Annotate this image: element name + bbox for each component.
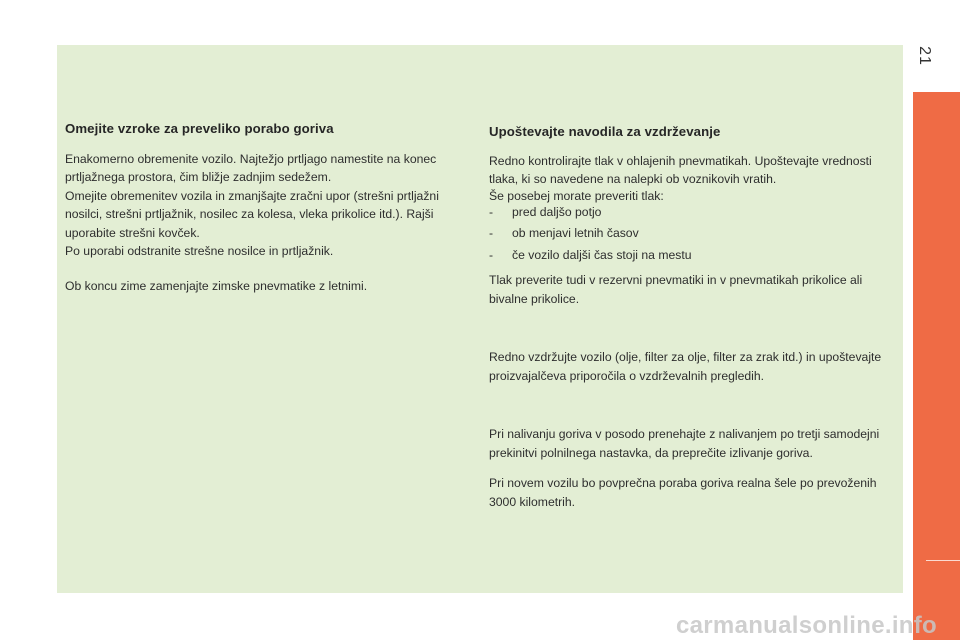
left-column [65,120,470,295]
left-paragraph-3: Po uporabi odstranite strešne nosilce in prtljažnik. [65,244,334,258]
left-paragraph-4: Ob koncu zime zamenjajte zimske pnevmatike z letnimi. [65,278,368,293]
list-item: - če vozilo daljši čas stoji na mestu [489,247,692,262]
right-column [489,120,899,511]
right-paragraph-1: Redno kontrolirajte tlak v ohlajenih pnevmatikah. Upoštevajte vrednosti tlaka, ki so navedene na nalepki ob voznikovih vratih. [489,153,872,186]
right-paragraph-3: Tlak preverite tudi v rezervni pnevmatiki in v pnevmatikah prikolice ali bivalne prikolice. [489,273,863,306]
right-heading: Upoštevajte navodila za vzdrževanje [489,124,721,139]
list-item: - pred daljšo potjo [489,204,602,219]
page-number: 21 [916,46,933,66]
left-paragraph-1: Enakomerno obremenite vozilo. Najtežjo prtljago namestite na konec prtljažnega prostora, čim bližje zadnjim sedežem. [65,151,437,184]
check-list [489,203,899,265]
right-paragraph-5: Pri nalivanju goriva v posodo prenehajte z nalivanjem po tretji samodejni prekinitvi polnilnega nastavka, da preprečite izlivanje goriva. [489,427,880,460]
tab-divider [926,560,960,561]
chapter-tab [913,92,960,640]
right-paragraph-4: Redno vzdržujte vozilo (olje, filter za olje, filter za zrak itd.) in upoštevajte proizvajalčeva priporočila o vzdrževalnih pregledih. [489,350,882,383]
left-heading: Omejite vzroke za preveliko porabo goriva [65,121,334,136]
watermark: carmanualsonline.info [676,612,938,639]
right-paragraph-6: Pri novem vozilu bo povprečna poraba goriva realna šele po prevoženih 3000 kilometrih. [489,476,877,509]
list-item: - ob menjavi letnih časov [489,226,639,240]
right-paragraph-2: Še posebej morate preveriti tlak: [489,188,664,203]
left-paragraph-2: Omejite obremenitev vozila in zmanjšajte zračni upor (strešni prtljažni nosilci, strešni prtljažnik, nosilec za kolesa, vleka prikolice itd.). Rajši uporabite strešni kovček. [65,188,439,240]
